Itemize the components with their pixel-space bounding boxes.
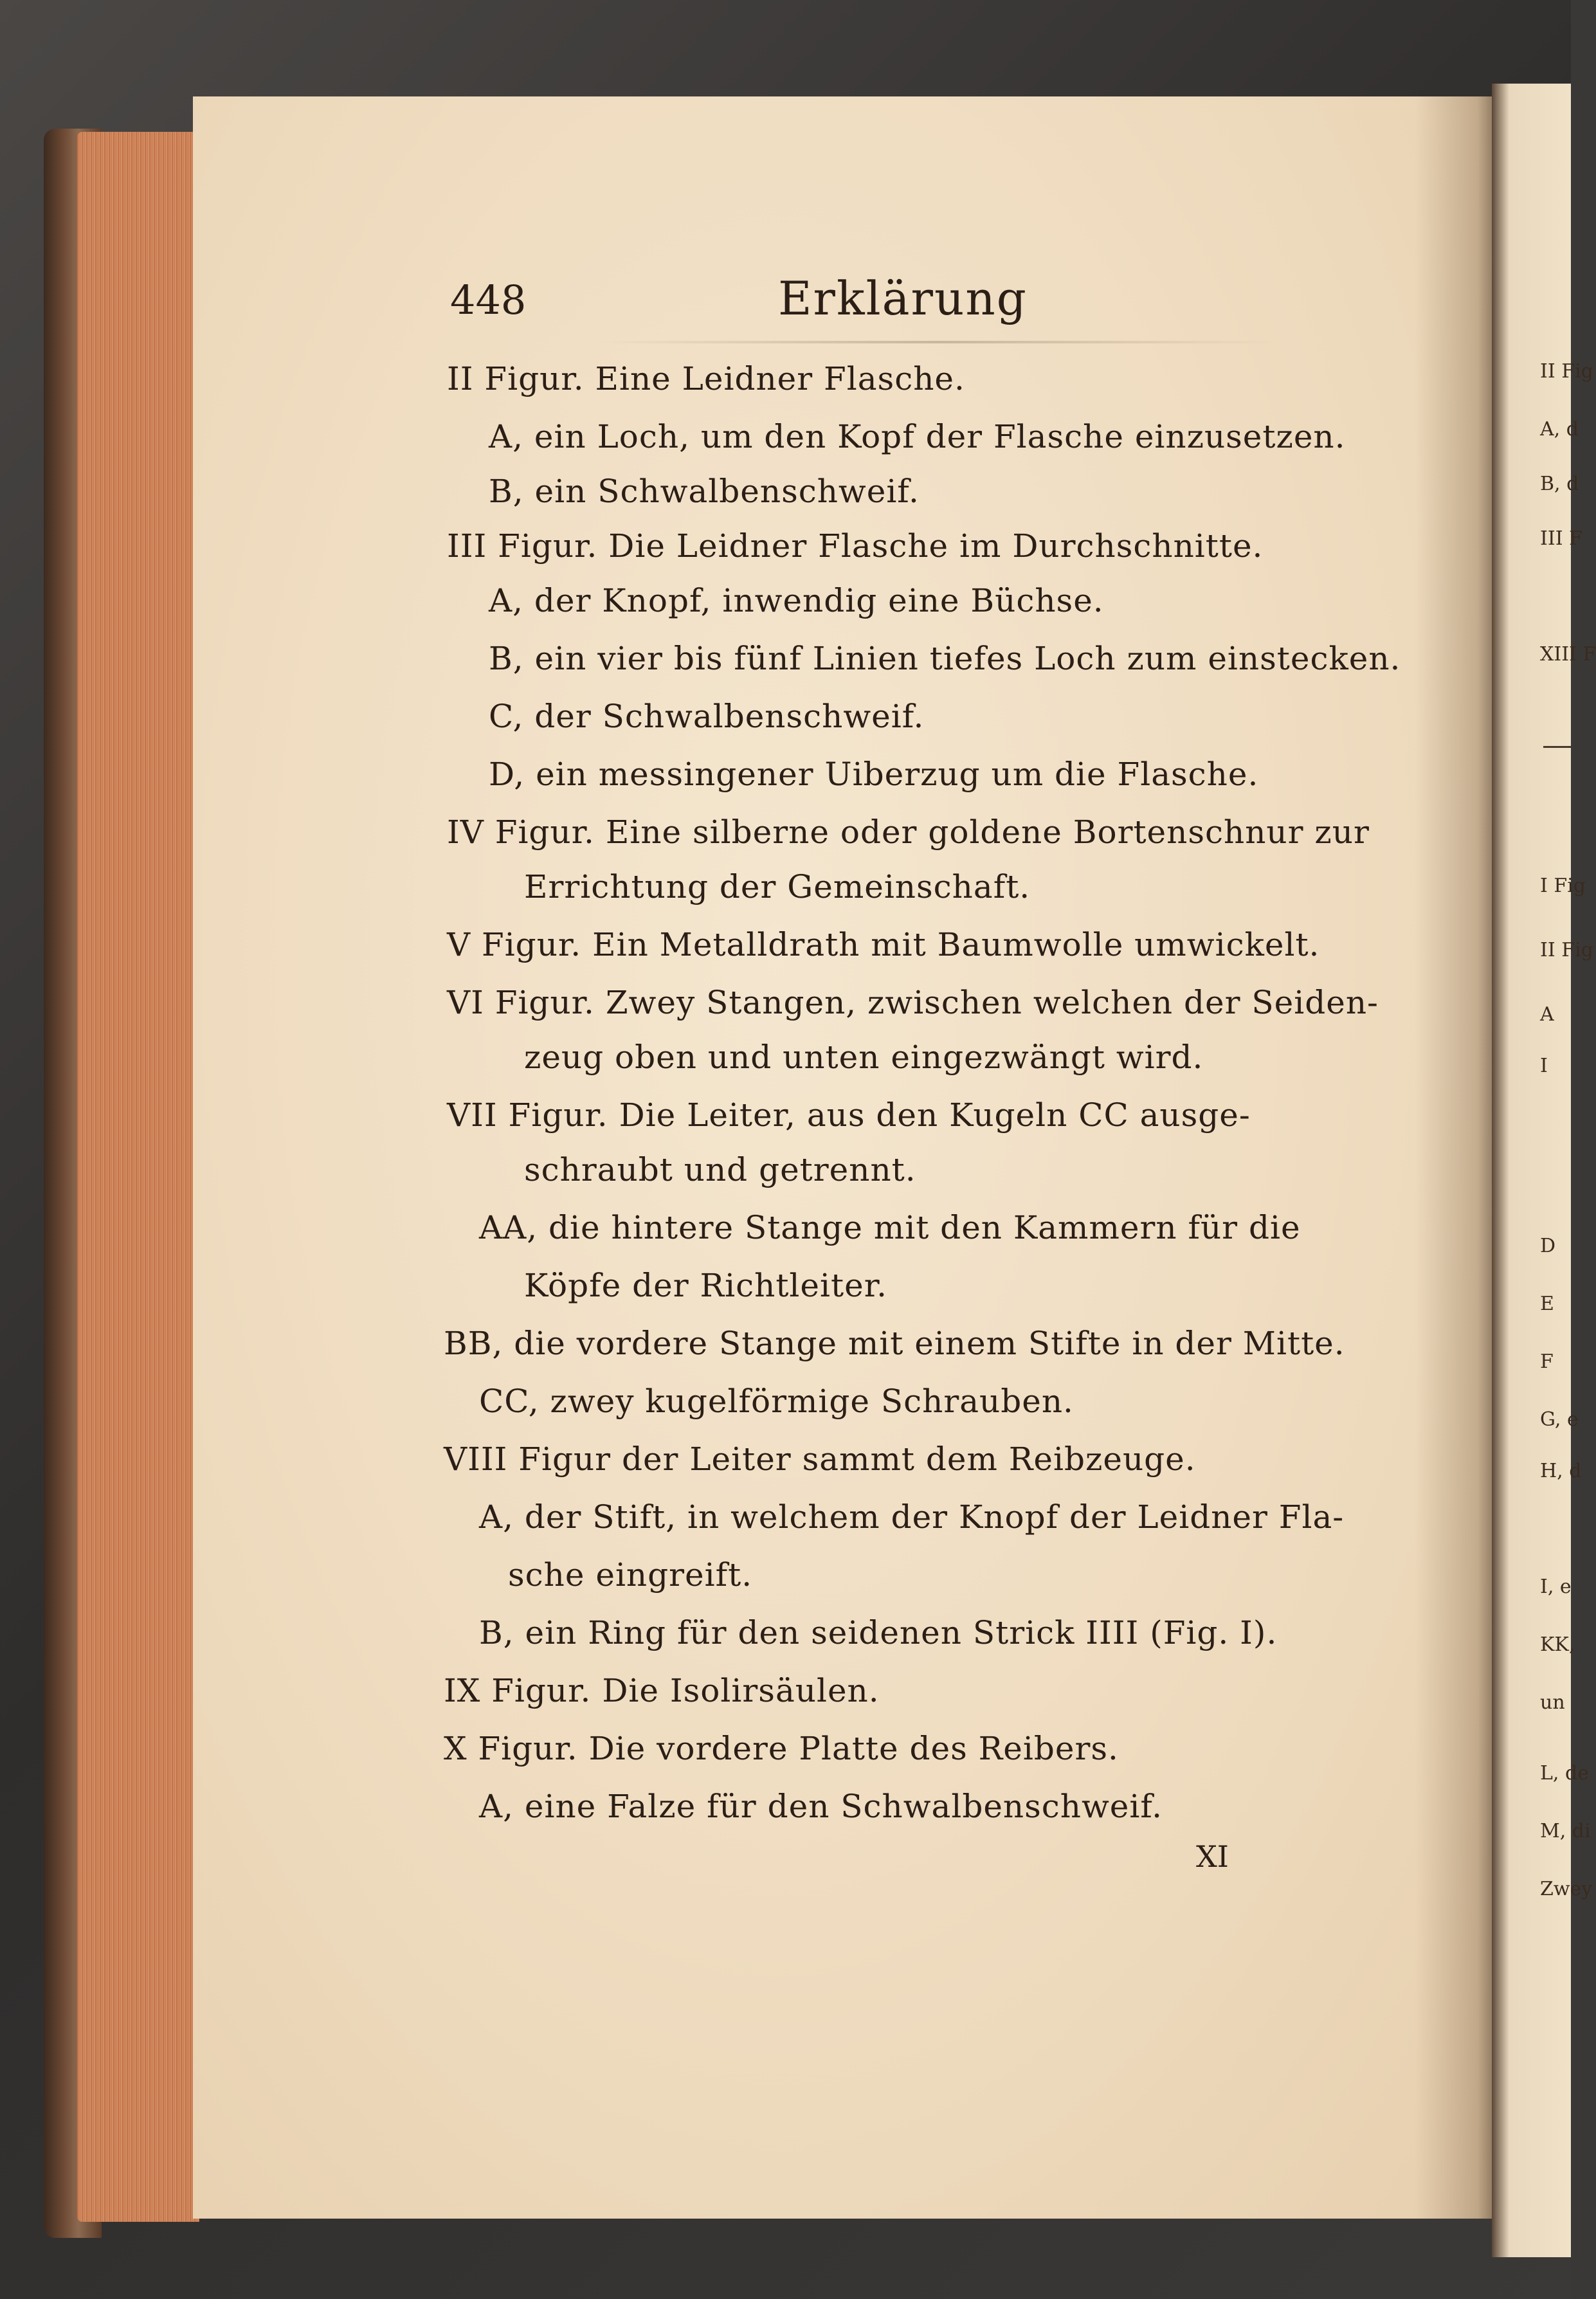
facing-page-text: D bbox=[1540, 1235, 1556, 1257]
text-line: A, eine Falze für den Schwalbenschweif. bbox=[479, 1788, 1163, 1825]
text-line: Köpfe der Richtleiter. bbox=[524, 1267, 887, 1304]
facing-page-text: II Fig bbox=[1540, 360, 1593, 383]
text-line: AA, die hintere Stange mit den Kammern für die bbox=[479, 1209, 1301, 1246]
text-line: III Figur. Die Leidner Flasche im Durchschnitte. bbox=[447, 527, 1264, 565]
text-line: sche eingreift. bbox=[508, 1556, 753, 1594]
page-gutter-shadow bbox=[1415, 96, 1505, 2219]
text-line: B, ein Schwalbenschweif. bbox=[489, 473, 920, 510]
page-edges bbox=[77, 132, 199, 2222]
catchword: XI bbox=[1196, 1839, 1229, 1874]
text-line: BB, die vordere Stange mit einem Stifte in der Mitte. bbox=[444, 1325, 1345, 1362]
text-line: IX Figur. Die Isolirsäulen. bbox=[444, 1672, 880, 1709]
page-header bbox=[450, 271, 1260, 334]
text-line: V Figur. Ein Metalldrath mit Baumwolle umwickelt. bbox=[447, 926, 1320, 963]
facing-page-text: II Fig bbox=[1540, 939, 1593, 961]
facing-page-text: un bbox=[1540, 1691, 1565, 1714]
text-line: Errichtung der Gemeinschaft. bbox=[524, 868, 1031, 905]
facing-page-text: F bbox=[1540, 1350, 1554, 1373]
text-line: B, ein vier bis fünf Linien tiefes Loch zum einstecken. bbox=[489, 640, 1401, 677]
text-line: A, der Stift, in welchem der Knopf der Leidner Fla- bbox=[479, 1498, 1345, 1536]
facing-page-text: KK, bbox=[1540, 1633, 1575, 1656]
facing-page-text: L, de bbox=[1540, 1762, 1589, 1785]
text-line: A, der Knopf, inwendig eine Büchse. bbox=[489, 582, 1104, 619]
facing-page-text: A bbox=[1540, 1003, 1554, 1026]
facing-page-text: A, d bbox=[1540, 418, 1579, 441]
facing-page-text: I, e bbox=[1540, 1576, 1572, 1598]
facing-page-text: B, d bbox=[1540, 473, 1579, 495]
page-number: 448 bbox=[450, 277, 527, 323]
header-rule bbox=[598, 341, 1280, 343]
text-line: CC, zwey kugelförmige Schrauben. bbox=[479, 1383, 1074, 1420]
text-line: IV Figur. Eine silberne oder goldene Bortenschnur zur bbox=[447, 813, 1370, 851]
facing-page-text: H, d bbox=[1540, 1460, 1582, 1482]
text-line: A, ein Loch, um den Kopf der Flasche einzusetzen. bbox=[489, 418, 1346, 455]
page-heading: Erklärung bbox=[778, 271, 1028, 325]
text-line: II Figur. Eine Leidner Flasche. bbox=[447, 360, 965, 397]
facing-page-text: G, e bbox=[1540, 1408, 1579, 1431]
text-line: VIII Figur der Leiter sammt dem Reibzeuge. bbox=[444, 1440, 1196, 1478]
facing-page-text: I Fig bbox=[1540, 875, 1586, 897]
facing-page-text: M, di bbox=[1540, 1820, 1591, 1842]
facing-page-text: I bbox=[1540, 1055, 1548, 1077]
text-line: VII Figur. Die Leiter, aus den Kugeln CC ausge- bbox=[447, 1096, 1251, 1134]
text-line: B, ein Ring für den seidenen Strick IIII (Fig. I). bbox=[479, 1614, 1278, 1651]
text-line: X Figur. Die vordere Platte des Reibers. bbox=[444, 1730, 1119, 1767]
facing-page-text: III F bbox=[1540, 527, 1582, 550]
facing-page-text: XIII F bbox=[1540, 643, 1596, 666]
facing-page-rule bbox=[1543, 746, 1571, 748]
text-line: schraubt und getrennt. bbox=[524, 1151, 916, 1188]
facing-page-text: E bbox=[1540, 1293, 1554, 1315]
text-line: zeug oben und unten eingezwängt wird. bbox=[524, 1039, 1204, 1076]
text-line: VI Figur. Zwey Stangen, zwischen welchen der Seiden- bbox=[447, 984, 1379, 1021]
text-line: D, ein messingener Uiberzug um die Flasche. bbox=[489, 756, 1259, 793]
text-line: C, der Schwalbenschweif. bbox=[489, 698, 925, 735]
facing-page-text: Zwey bbox=[1540, 1878, 1593, 1900]
facing-page bbox=[1492, 84, 1571, 2257]
